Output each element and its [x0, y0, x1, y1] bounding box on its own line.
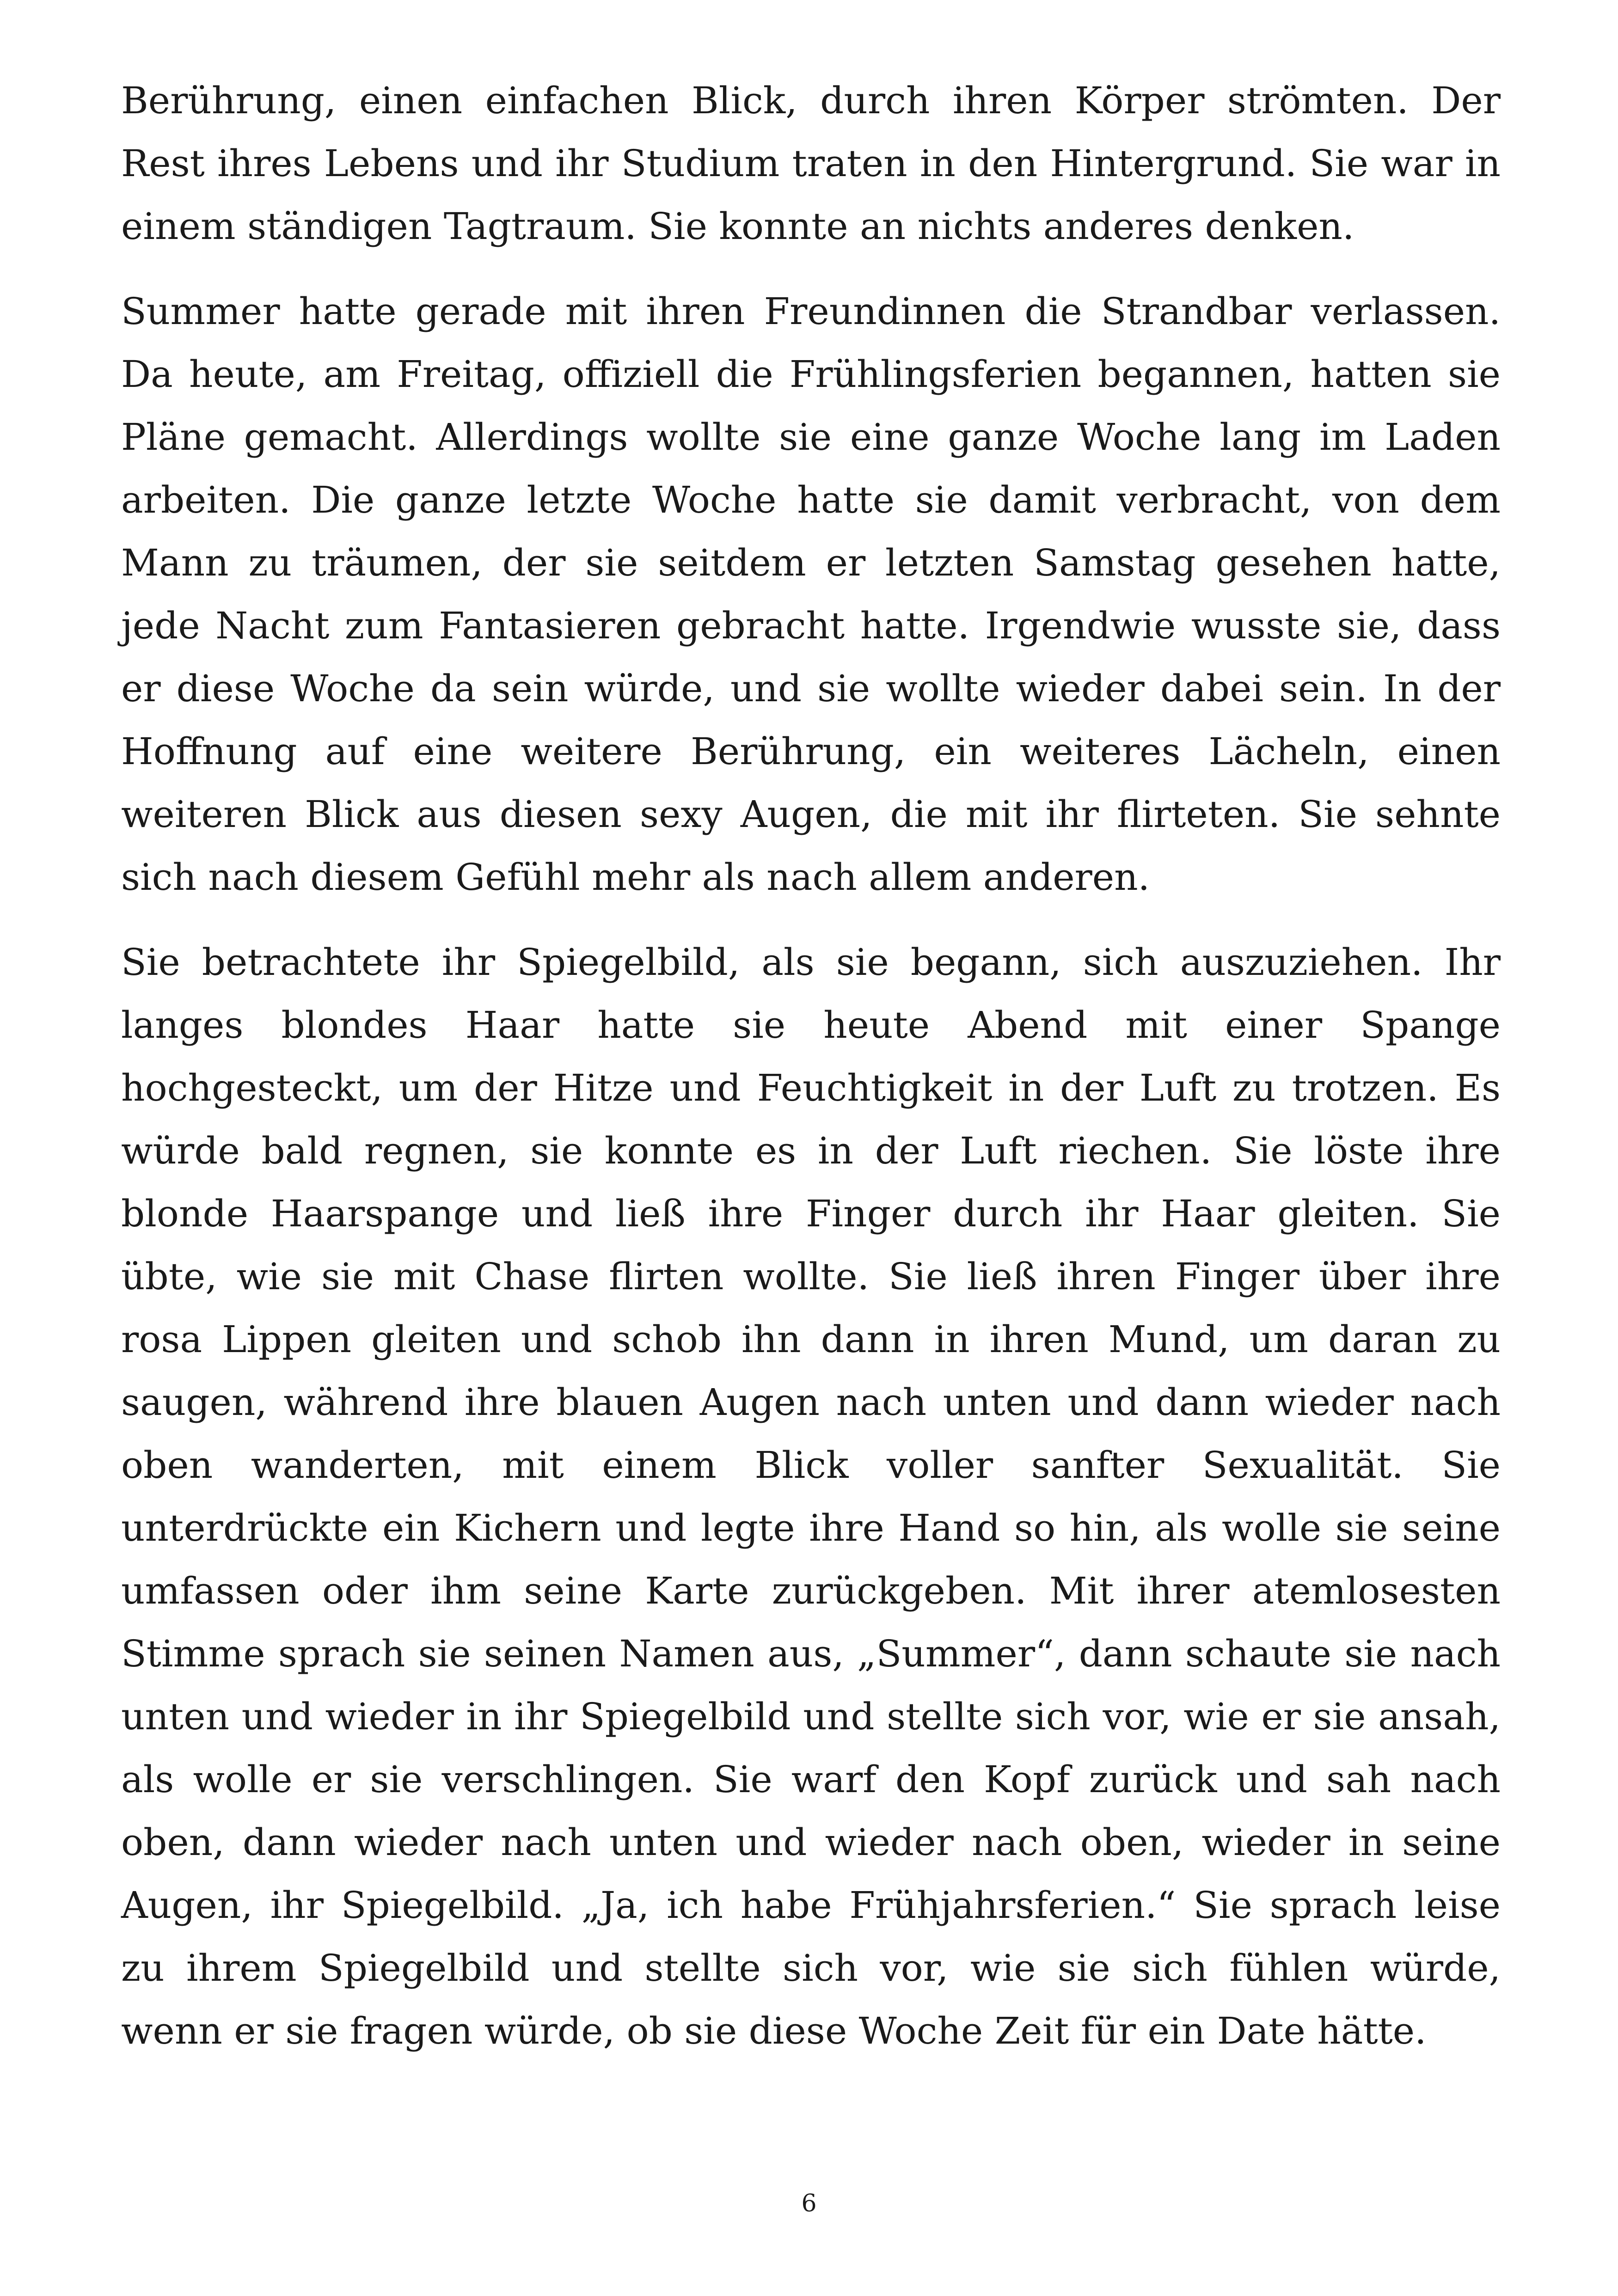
paragraph-1: Berührung, einen einfachen Blick, durch ihren Körper strömten. Der Rest ihres Lebens und ihr Studium traten in den Hintergrund. Sie war in einem ständigen Tagtraum. Sie konnte an nichts anderes denken. [121, 79, 1501, 248]
paragraph-2: Summer hatte gerade mit ihren Freundinnen die Strandbar verlassen. Da heute, am Freitag, offiziell die Frühlingsferien begannen, hatten sie Pläne gemacht. Allerdings wollte sie eine ganze Woche lang im Laden arbeiten. Die ganze letzte Woche hatte sie damit verbracht, von dem Mann zu träumen, der sie seitdem er letzten Samstag gesehen hatte, jede Nacht zum Fantasieren gebracht hatte. Irgendwie wusste sie, dass er diese Woche da sein würde, und sie wollte wieder dabei sein. In der Hoffnung auf eine weitere Berührung, ein weiteres Lächeln, einen weiteren Blick aus diesen sexy Augen, die mit ihr flirteten. Sie sehnte sich nach diesem Gefühl mehr als nach allem anderen. [121, 290, 1501, 899]
paragraph-3: Sie betrachtete ihr Spiegelbild, als sie begann, sich auszuziehen. Ihr langes blondes Haar hatte sie heute Abend mit einer Spange hochgesteckt, um der Hitze und Feuchtigkeit in der Luft zu trotzen. Es würde bald regnen, sie konnte es in der Luft riechen. Sie löste ihre blonde Haarspange und ließ ihre Finger durch ihr Haar gleiten. Sie übte, wie sie mit Chase flirten wollte. Sie ließ ihren Finger über ihre rosa Lippen gleiten und schob ihn dann in ihren Mund, um daran zu saugen, während ihre blauen Augen nach unten und dann wieder nach oben wanderten, mit einem Blick voller sanfter Sexualität. Sie unterdrückte ein Kichern und legte ihre Hand so hin, als wolle sie seine umfassen oder ihm seine Karte zurückgeben. Mit ihrer atemlosesten Stimme sprach sie seinen Namen aus, „Summer“, dann schaute sie nach unten und wieder in ihr Spiegelbild und stellte sich vor, wie er sie ansah, als wolle er sie verschlingen. Sie warf den Kopf zurück und sah nach oben, dann wieder nach unten und wieder nach oben, wieder in seine Augen, ihr Spiegelbild. „Ja, ich habe Frühjahrsferien.“ Sie sprach leise zu ihrem Spiegelbild und stellte sich vor, wie sie sich fühlen würde, wenn er sie fragen würde, ob sie diese Woche Zeit für ein Date hätte. [121, 941, 1501, 2052]
document-page [121, 69, 1501, 2085]
page-number: 6 [801, 2190, 817, 2217]
